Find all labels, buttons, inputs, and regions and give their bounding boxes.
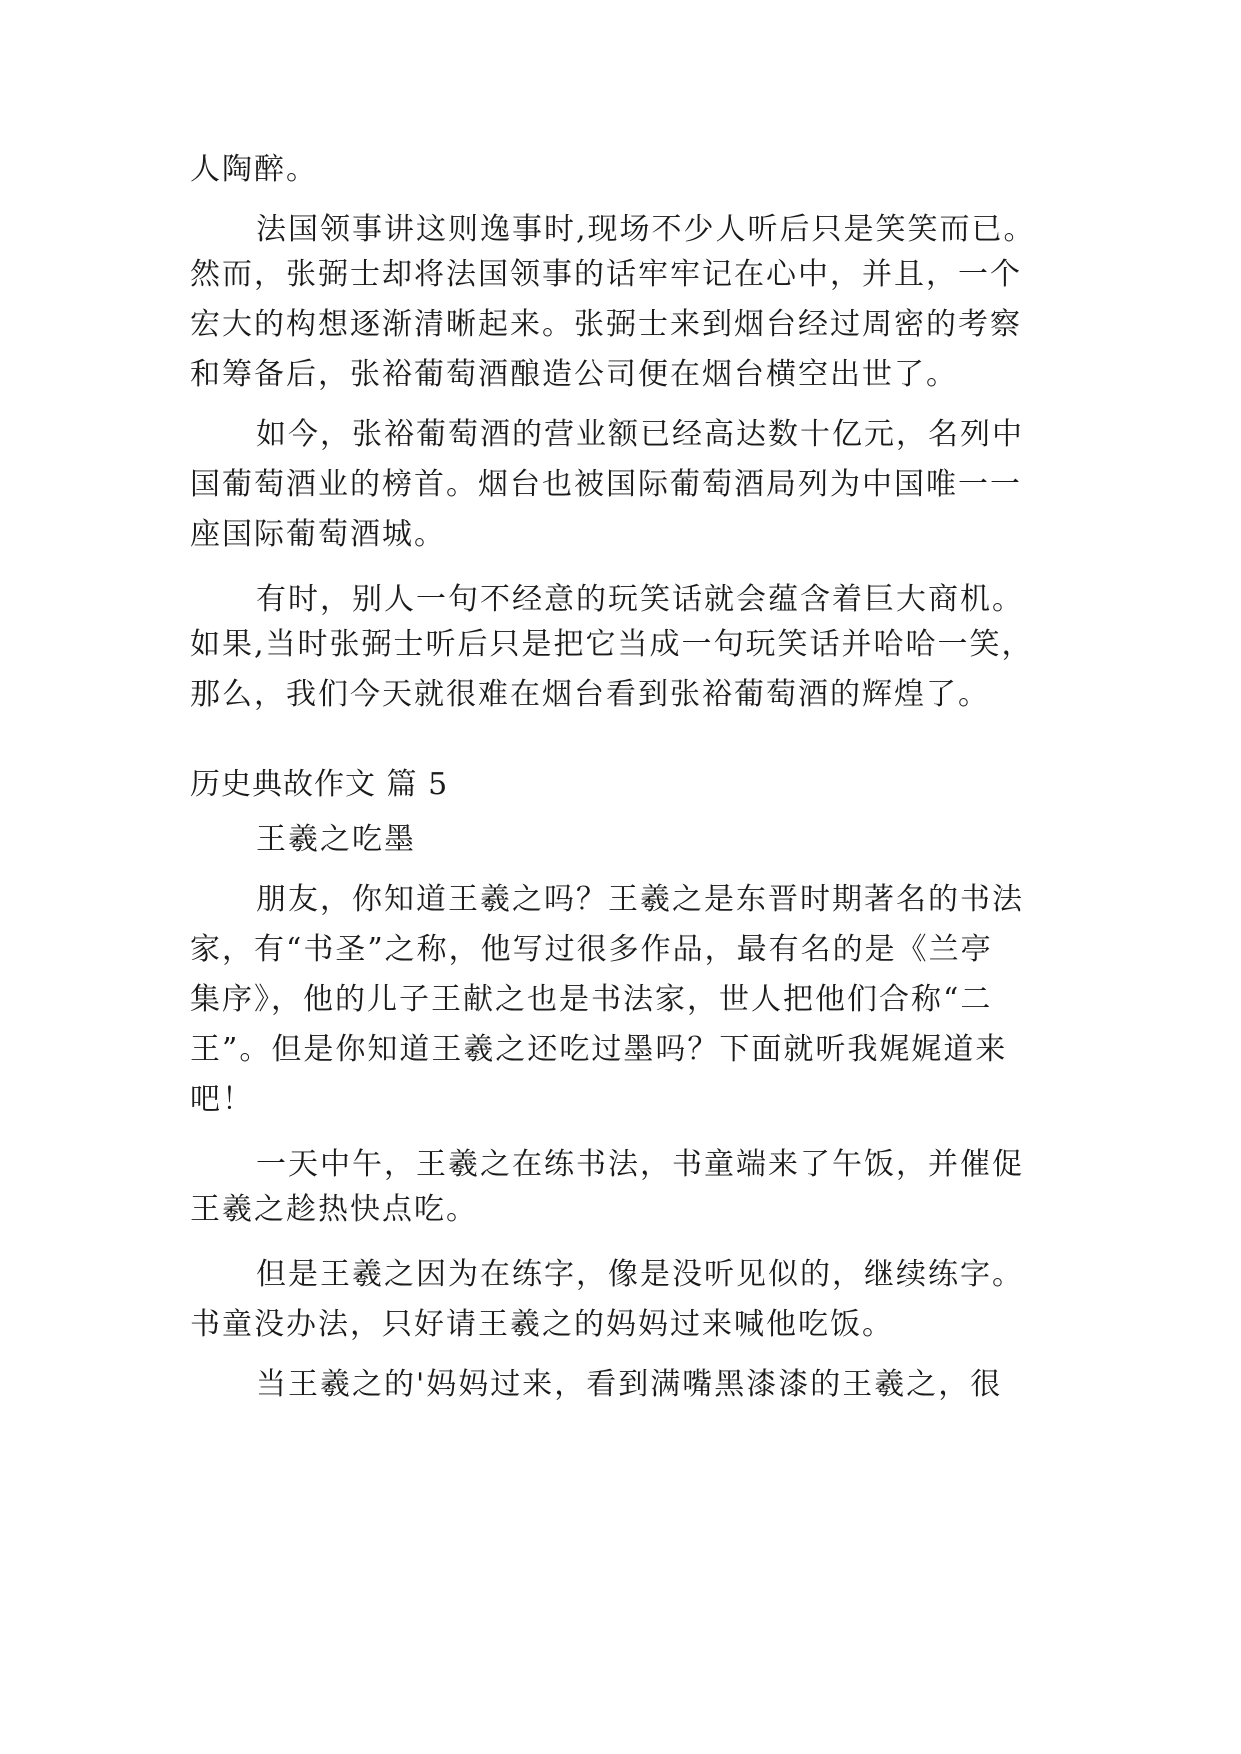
- paragraph-line: 一天中午，王羲之在练书法，书童端来了午饭，并催促: [256, 1147, 1024, 1182]
- paragraph-line: 集序》，他的儿子王献之也是书法家，世人把他们合称“二: [190, 982, 993, 1017]
- paragraph-line: 如果,当时张弼士听后只是把它当成一句玩笑话并哈哈一笑，: [190, 627, 1034, 662]
- paragraph-line: 人陶醉。: [190, 152, 318, 187]
- paragraph-line: 和筹备后，张裕葡萄酒酿造公司便在烟台横空出世了。: [190, 357, 958, 392]
- paragraph-line: 但是王羲之因为在练字，像是没听见似的，继续练字。: [256, 1257, 1024, 1292]
- paragraph-line: 宏大的构想逐渐清晰起来。张弼士来到烟台经过周密的考察: [190, 307, 1022, 342]
- paragraph-line: 当王羲之的'妈妈过来，看到满嘴黑漆漆的王羲之，很: [256, 1367, 1003, 1402]
- paragraph-line: 书童没办法，只好请王羲之的妈妈过来喊他吃饭。: [190, 1307, 894, 1342]
- section-heading: 历史典故作文 篇 5: [190, 767, 449, 802]
- paragraph-line: 王”。但是你知道王羲之还吃过墨吗？下面就听我娓娓道来: [190, 1032, 1008, 1067]
- paragraph-line: 座国际葡萄酒城。: [190, 517, 446, 552]
- paragraph-line: 朋友，你知道王羲之吗？王羲之是东晋时期著名的书法: [256, 882, 1024, 917]
- paragraph-line: 国葡萄酒业的榜首。烟台也被国际葡萄酒局列为中国唯一一: [190, 467, 1022, 502]
- paragraph-line: 家，有“书圣”之称，他写过很多作品，最有名的是《兰亭: [190, 932, 993, 967]
- paragraph-line: 然而，张弼士却将法国领事的话牢牢记在心中，并且，一个: [190, 257, 1022, 292]
- paragraph-line: 法国领事讲这则逸事时,现场不少人听后只是笑笑而已。: [256, 212, 1036, 247]
- paragraph-line: 那么，我们今天就很难在烟台看到张裕葡萄酒的辉煌了。: [190, 677, 990, 712]
- paragraph-line: 吧！: [190, 1082, 254, 1117]
- article-title: 王羲之吃墨: [256, 822, 416, 857]
- paragraph-line: 王羲之趁热快点吃。: [190, 1192, 478, 1227]
- paragraph-line: 有时，别人一句不经意的玩笑话就会蕴含着巨大商机。: [256, 582, 1024, 617]
- paragraph-line: 如今，张裕葡萄酒的营业额已经高达数十亿元，名列中: [256, 417, 1024, 452]
